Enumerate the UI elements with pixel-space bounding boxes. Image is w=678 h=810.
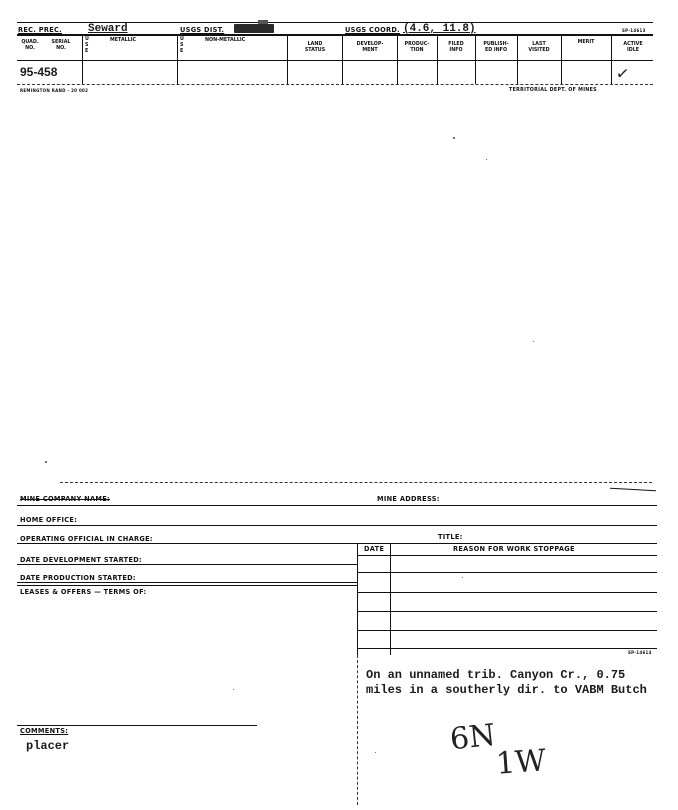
stoppage-header-rule — [357, 555, 657, 556]
rec-prec-label: REC. PREC. — [18, 26, 62, 34]
speck — [45, 461, 47, 463]
line-official — [17, 543, 657, 544]
use-letters-metallic: U S E — [85, 37, 89, 54]
non-metallic-header: NON-METALLIC — [205, 38, 246, 43]
quad-serial-value: 95-458 — [20, 65, 58, 79]
redaction-block — [234, 24, 274, 33]
speck — [486, 159, 487, 160]
speck — [533, 341, 534, 342]
line-production-double — [17, 585, 357, 586]
col-divider — [82, 34, 83, 84]
last-visited-header: LAST VISITED — [528, 42, 550, 53]
filed-info-header: FILED INFO — [448, 42, 464, 53]
stoppage-row-rule — [357, 648, 657, 649]
comments-value: placer — [26, 739, 70, 753]
line-development — [17, 564, 357, 565]
usgs-dist-label: USGS DIST. — [180, 26, 225, 34]
quad-no-header: QUAD. NO. — [21, 40, 39, 51]
stoppage-row-rule — [357, 592, 657, 593]
stoppage-date-header: DATE — [364, 545, 385, 553]
stoppage-row-rule — [357, 572, 657, 573]
mine-address-label: MINE ADDRESS: — [377, 495, 440, 503]
redaction-block-top — [258, 20, 268, 24]
speck — [462, 577, 463, 578]
speck — [453, 137, 455, 139]
usgs-coord-label: USGS COORD. — [345, 26, 400, 34]
stoppage-date-divider — [390, 543, 391, 655]
published-info-header: PUBLISH- ED INFO — [483, 42, 509, 53]
merit-header: MERIT — [577, 40, 595, 45]
form-code-top: SP-14613 — [622, 28, 646, 33]
operating-official-label: OPERATING OFFICIAL IN CHARGE: — [20, 535, 153, 543]
stoppage-row-rule — [357, 630, 657, 631]
line-company — [17, 505, 657, 506]
rec-prec-value: Seward — [88, 23, 128, 35]
date-production-label: DATE PRODUCTION STARTED: — [20, 574, 136, 582]
territorial-dept: TERRITORIAL DEPT. OF MINES — [509, 88, 597, 93]
speck — [375, 752, 376, 753]
stoppage-reason-header: REASON FOR WORK STOPPAGE — [453, 545, 575, 553]
use-letters-non-metallic: U S E — [180, 37, 184, 54]
development-header: DEVELOP- MENT — [356, 42, 384, 53]
production-header: PRODUC- TION — [404, 42, 430, 53]
serial-no-header: SERIAL NO. — [51, 40, 71, 51]
mine-company-name-label: MINE COMPANY NAME: — [20, 495, 110, 503]
usgs-coord-value: (4.6, 11.8) — [403, 23, 476, 35]
date-development-label: DATE DEVELOPMENT STARTED: — [20, 556, 142, 564]
printer-code: REMINGTON RAND - 20 002 — [20, 88, 89, 93]
pen-stroke — [610, 488, 656, 491]
active-idle-header: ACTIVE IDLE — [623, 42, 643, 53]
col-divider — [342, 34, 343, 84]
comments-label: COMMENTS: — [20, 727, 69, 735]
column-header-rule — [17, 60, 653, 61]
line-home-office — [17, 525, 657, 526]
lower-divider — [357, 655, 358, 805]
location-note-line-1: On an unnamed trib. Canyon Cr., 0.75 — [366, 668, 626, 682]
line-production — [17, 582, 357, 583]
col-divider — [177, 34, 178, 84]
metallic-header: METALLIC — [110, 38, 137, 43]
active-idle-check: ✓ — [614, 63, 631, 84]
handwritten-range: 1W — [494, 743, 548, 782]
leases-offers-label: LEASES & OFFERS — TERMS OF: — [20, 588, 147, 596]
location-note-line-2: miles in a southerly dir. to VABM Butch — [366, 683, 647, 697]
lower-tear-rule — [60, 482, 652, 483]
stoppage-left-border — [357, 543, 358, 655]
form-code-lower: SP-14614 — [628, 650, 652, 655]
col-divider — [287, 34, 288, 84]
speck — [233, 689, 234, 690]
title-label: TITLE: — [438, 533, 463, 541]
land-status-header: LAND STATUS — [304, 42, 326, 53]
line-comments-top — [17, 725, 257, 726]
stoppage-row-rule — [357, 611, 657, 612]
handwritten-township: 6N — [448, 717, 498, 758]
record-rule — [17, 84, 653, 85]
home-office-label: HOME OFFICE: — [20, 516, 78, 524]
